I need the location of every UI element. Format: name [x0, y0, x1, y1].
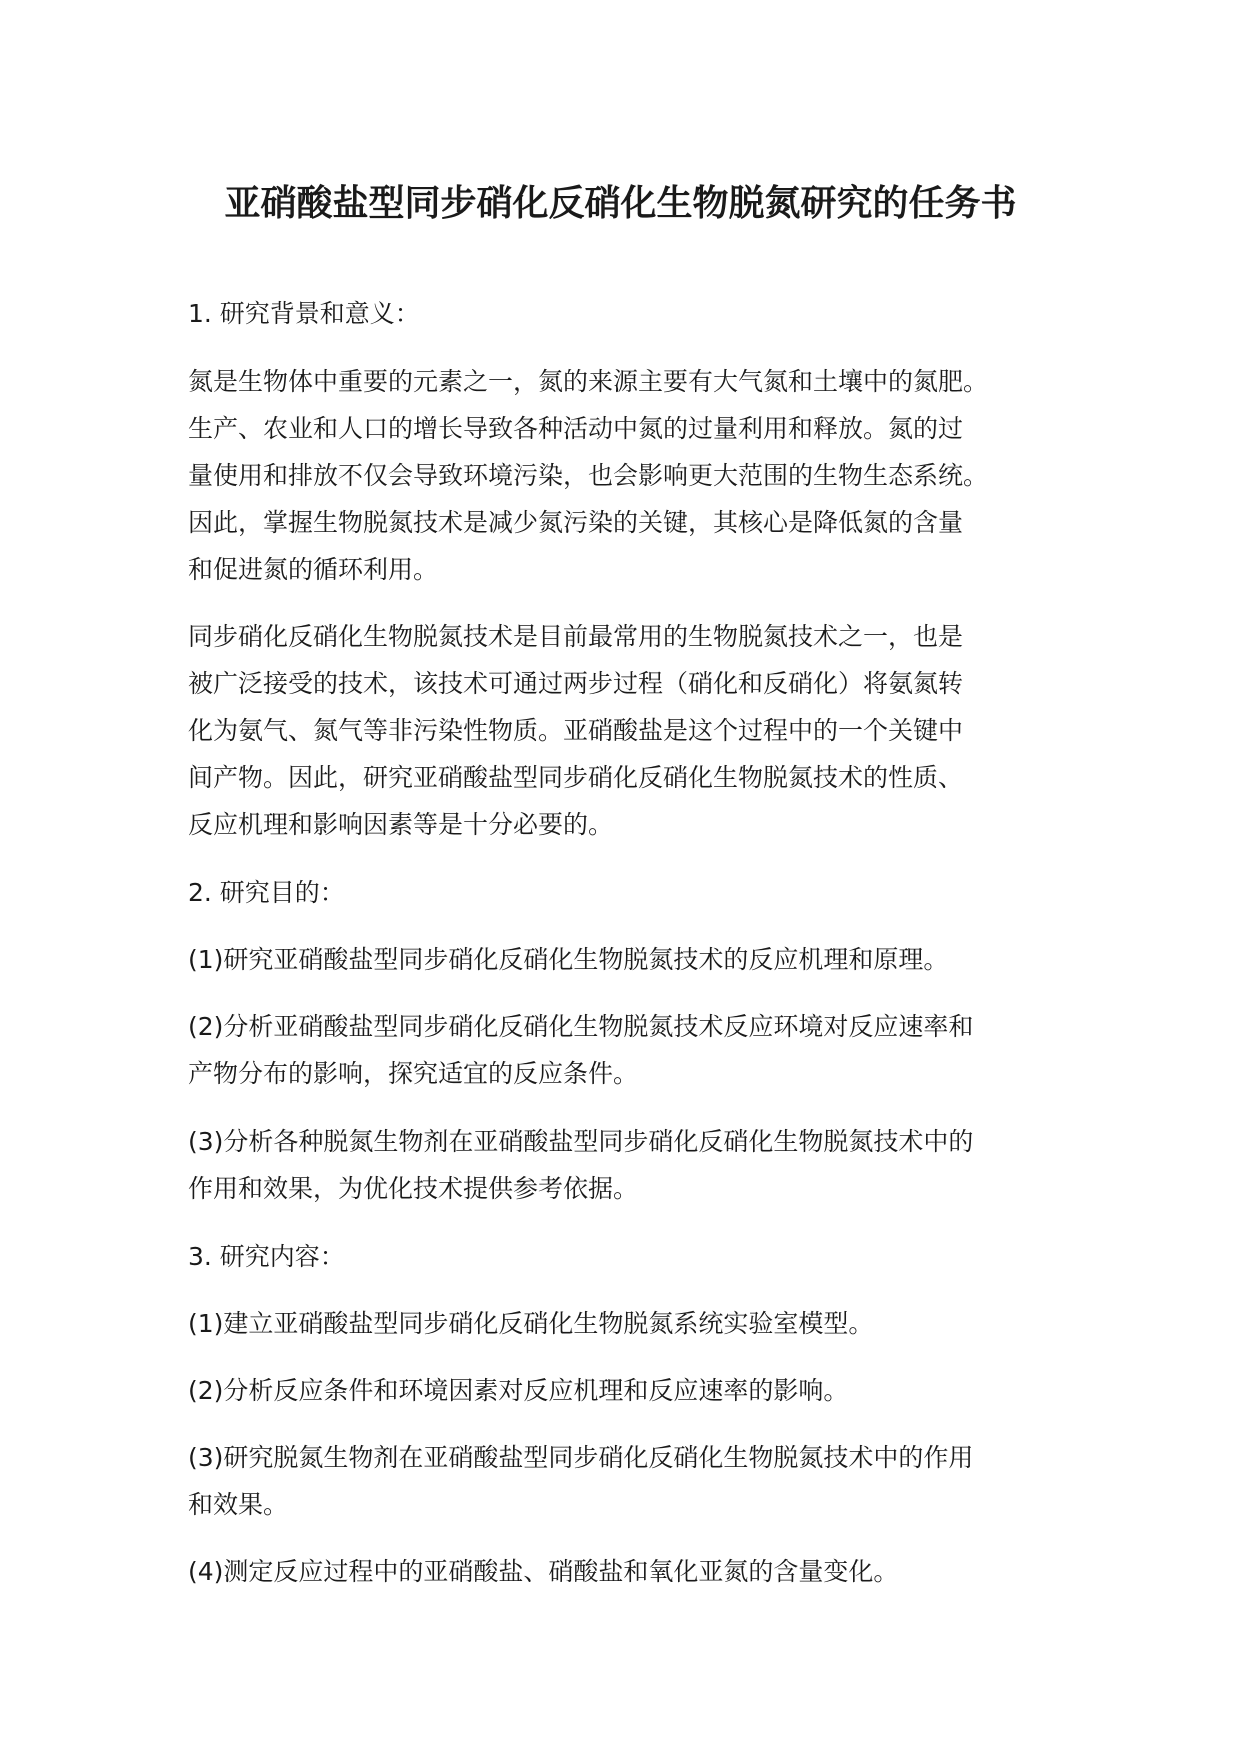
text-line: (3)分析各种脱氮生物剂在亚硝酸盐型同步硝化反硝化生物脱氮技术中的: [188, 1127, 974, 1156]
content-item-3: [188, 1434, 1088, 1528]
text-line: 产物分布的影响，探究适宜的反应条件。: [188, 1059, 639, 1088]
content-item-2: [188, 1367, 1088, 1414]
text-line: 化为氨气、氮气等非污染性物质。亚硝酸盐是这个过程中的一个关键中: [188, 716, 964, 745]
text-line: (3)研究脱氮生物剂在亚硝酸盐型同步硝化反硝化生物脱氮技术中的作用: [188, 1443, 974, 1472]
text-line: (1)研究亚硝酸盐型同步硝化反硝化生物脱氮技术的反应机理和原理。: [188, 945, 949, 974]
text-line: 同步硝化反硝化生物脱氮技术是目前最常用的生物脱氮技术之一，也是: [188, 622, 964, 651]
text-line: 量使用和排放不仅会导致环境污染，也会影响更大范围的生物生态系统。: [188, 461, 989, 490]
section-heading-contents: [188, 1233, 1088, 1280]
text-line: (2)分析反应条件和环境因素对反应机理和反应速率的影响。: [188, 1376, 849, 1405]
paragraph-background-1: [188, 358, 1088, 593]
text-line: 3. 研究内容：: [188, 1242, 345, 1271]
text-line: 1. 研究背景和意义：: [188, 299, 420, 328]
content-item-1: [188, 1300, 1088, 1347]
content-item-4: [188, 1548, 1088, 1595]
text-line: (2)分析亚硝酸盐型同步硝化反硝化生物脱氮技术反应环境对反应速率和: [188, 1012, 974, 1041]
text-line: 氮是生物体中重要的元素之一，氮的来源主要有大气氮和土壤中的氮肥。: [188, 367, 989, 396]
objective-item-3: [188, 1118, 1088, 1212]
text-line: 间产物。因此，研究亚硝酸盐型同步硝化反硝化生物脱氮技术的性质、: [188, 763, 964, 792]
text-line: 反应机理和影响因素等是十分必要的。: [188, 810, 614, 839]
text-line: 2. 研究目的：: [188, 878, 345, 907]
section-heading-objectives: [188, 869, 1088, 916]
text-line: 因此，掌握生物脱氮技术是减少氮污染的关键，其核心是降低氮的含量: [188, 508, 964, 537]
text-line: (1)建立亚硝酸盐型同步硝化反硝化生物脱氮系统实验室模型。: [188, 1309, 874, 1338]
text-line: 生产、农业和人口的增长导致各种活动中氮的过量利用和释放。氮的过: [188, 414, 964, 443]
text-line: 和效果。: [188, 1490, 289, 1519]
text-line: 作用和效果，为优化技术提供参考依据。: [188, 1174, 639, 1203]
document-body: [188, 290, 1088, 1595]
paragraph-background-2: [188, 613, 1088, 848]
section-heading-background: [188, 290, 1088, 337]
text-line: 被广泛接受的技术，该技术可通过两步过程（硝化和反硝化）将氨氮转: [188, 669, 964, 698]
document-title: 亚硝酸盐型同步硝化反硝化生物脱氮研究的任务书: [224, 183, 1017, 224]
text-line: (4)测定反应过程中的亚硝酸盐、硝酸盐和氧化亚氮的含量变化。: [188, 1557, 899, 1586]
objective-item-1: [188, 936, 1088, 983]
objective-item-2: [188, 1003, 1088, 1097]
text-line: 和促进氮的循环利用。: [188, 555, 439, 584]
